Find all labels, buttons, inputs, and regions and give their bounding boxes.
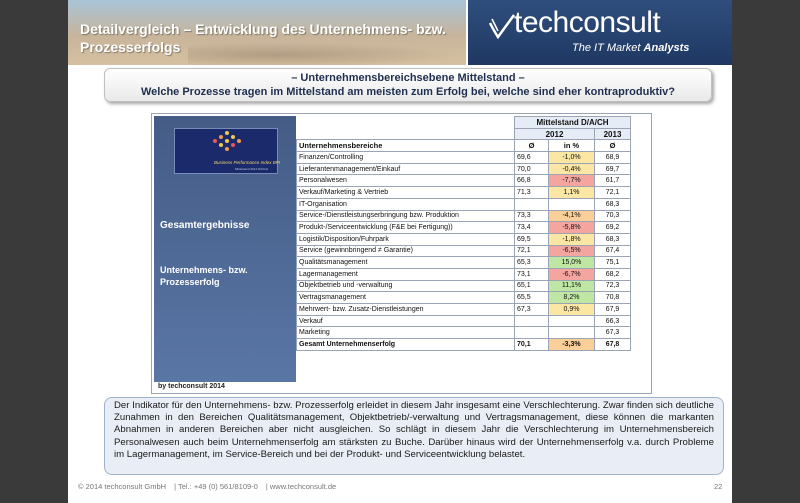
group-header: Mittelstand D/A/CH [515,117,631,129]
table-row [297,175,631,187]
table-row [297,233,631,245]
value-2012-cell [515,327,549,339]
table-row [297,268,631,280]
value-2012-cell: 69,6 [515,152,549,164]
value-2013-cell: 70,3 [595,210,631,222]
value-2012-cell: 73,3 [515,210,549,222]
table-total-row [297,339,631,351]
value-2013-cell: 69,2 [595,222,631,234]
footer-web[interactable]: www.techconsult.de [269,482,337,491]
value-2012-cell [515,198,549,210]
area-cell: Lieferantenmanagement/Einkauf [297,163,515,175]
erfolg-label: Unternehmens- bzw. Prozesserfolg [160,265,248,287]
table-row [297,222,631,234]
value-2013-cell: 61,7 [595,175,631,187]
table-row [297,304,631,316]
table-row [297,292,631,304]
table-row [297,152,631,164]
techconsult-mark-icon [488,13,516,39]
value-2012-cell: 73,1 [515,268,549,280]
value-2012-cell: 67,3 [515,304,549,316]
area-cell: Mehrwert- bzw. Zusatz-Dienstleistungen [297,304,515,316]
area-cell: IT-Organisation [297,198,515,210]
header-banner [68,0,466,65]
value-2013-cell: 75,1 [595,257,631,269]
footer: © 2014 techconsult GmbH | Tel.: +49 (0) 561/8109-0 | www.techconsult.de [78,482,337,491]
table-column-header-row [297,140,631,152]
area-cell: Service-/Dienstleistungserbringung bzw. Produktion [297,210,515,222]
credit-text: by techconsult 2014 [158,383,225,390]
table-row [297,198,631,210]
area-cell: Lagermanagement [297,268,515,280]
results-table [296,116,631,351]
slide [68,0,732,503]
value-2012-cell [515,315,549,327]
table-row [297,163,631,175]
value-2013-cell: 68,2 [595,268,631,280]
value-2012-cell: 71,3 [515,187,549,199]
change-pct-cell: -1,8% [549,233,595,245]
value-2012-cell: 73,4 [515,222,549,234]
question-box [104,68,712,102]
area-cell: Marketing [297,327,515,339]
change-pct-cell [549,198,595,210]
total-pct: -3,3% [549,339,595,351]
table-row [297,245,631,257]
table-row [297,210,631,222]
year-2013: 2013 [595,128,631,140]
change-pct-cell [549,315,595,327]
bpi-dots-icon [175,129,279,159]
footer-copyright: © 2014 techconsult GmbH [78,482,167,491]
bpi-logo-subtitle: Mittelstand 2014 D/A/CH [235,167,269,171]
footer-phone: Tel.: +49 (0) 561/8109-0 [177,482,258,491]
value-2013-cell: 69,7 [595,163,631,175]
value-2012-cell: 65,1 [515,280,549,292]
value-2013-cell: 66,3 [595,315,631,327]
question-line-2: Welche Prozesse tragen im Mittelstand am meisten zum Erfolg bei, welche sind eher kontraproduktiv? [140,86,676,98]
area-cell: Produkt-/Serviceentwicklung (F&E bei Fertigung)) [297,222,515,234]
change-pct-cell: -0,4% [549,163,595,175]
results-panel [151,113,652,394]
value-2012-cell: 70,0 [515,163,549,175]
bpi-logo [174,128,281,174]
change-pct-cell: -4,1% [549,210,595,222]
area-cell: Finanzen/Controlling [297,152,515,164]
change-pct-cell: 11,1% [549,280,595,292]
value-2013-cell: 68,3 [595,233,631,245]
bpi-logo-title: Business Performance Index BPI [213,160,281,165]
page-title: Detailvergleich – Entwicklung des Unternehmens- bzw. Prozesserfolgs [80,21,446,55]
area-cell: Personalwesen [297,175,515,187]
value-2013-cell: 67,4 [595,245,631,257]
area-cell: Qualitätsmanagement [297,257,515,269]
brand-panel [468,0,732,65]
total-label: Gesamt Unternehmenserfolg [297,339,515,351]
total-2012: 70,1 [515,339,549,351]
change-pct-cell: -5,8% [549,222,595,234]
value-2013-cell: 67,9 [595,304,631,316]
table-row [297,280,631,292]
change-pct-cell: -6,7% [549,268,595,280]
description-box: Der Indikator für den Unternehmens- bzw. Prozesserfolg erleidet in diesem Jahr insgesamt eine Verschlechterung. Zwar finden sich deutliche Zunahmen in den Bereichen Qualitätsmanagement, Objektbetrieb/-verwaltung und Vertragsmanagement, diese können die markanten Abnahmen in anderen Bereichen aber nicht ausgleichen. So schlägt in diesem Jahr die Verschlechterung im Unternehmensbereich Personalwesen auch beim Unternehmenserfolg am stärksten zu Buche. Darüber hinaus wird der Unternehmenserfolg v.a. durch Probleme im Lagermanagement, im Service-Bereich und bei der Produkt- und Serviceentwicklung belastet. [104,397,724,475]
area-cell: Verkauf/Marketing & Vertrieb [297,187,515,199]
area-cell: Logistik/Disposition/Fuhrpark [297,233,515,245]
table-row [297,257,631,269]
change-pct-cell: 15,0% [549,257,595,269]
value-2013-cell: 72,3 [595,280,631,292]
table-group-header-row [297,117,631,129]
area-cell: Vertragsmanagement [297,292,515,304]
value-2013-cell: 70,8 [595,292,631,304]
value-2012-cell: 69,5 [515,233,549,245]
value-2012-cell: 65,5 [515,292,549,304]
change-pct-cell: -1,0% [549,152,595,164]
change-pct-cell: 1,1% [549,187,595,199]
change-pct-cell: 8,2% [549,292,595,304]
value-2012-cell: 66,8 [515,175,549,187]
value-2013-cell: 68,3 [595,198,631,210]
col-header-pct: in % [549,140,595,152]
col-header-avg-2012: Ø [515,140,549,152]
change-pct-cell: -7,7% [549,175,595,187]
table-row [297,315,631,327]
value-2012-cell: 65,3 [515,257,549,269]
year-2012: 2012 [515,128,595,140]
total-2013: 67,8 [595,339,631,351]
area-cell: Objektbetrieb und -verwaltung [297,280,515,292]
col-header-avg-2013: Ø [595,140,631,152]
gesamt-label: Gesamtergebnisse [160,220,250,231]
value-2013-cell: 67,3 [595,327,631,339]
brand-tagline: The IT Market Analysts [572,42,690,54]
col-header-area: Unternehmensbereiche [297,140,515,152]
panel-sidebar [154,116,296,382]
table-row [297,327,631,339]
value-2012-cell: 72,1 [515,245,549,257]
area-cell: Verkauf [297,315,515,327]
change-pct-cell [549,327,595,339]
question-line-1: – Unternehmensbereichsebene Mittelstand – [291,72,525,84]
value-2013-cell: 68,9 [595,152,631,164]
area-cell: Service (gewinnbringend ≠ Garantie) [297,245,515,257]
value-2013-cell: 72,1 [595,187,631,199]
page-number: 22 [714,482,723,491]
brand-logo: techconsult [514,6,661,39]
table-row [297,187,631,199]
change-pct-cell: -6,5% [549,245,595,257]
change-pct-cell: 0,9% [549,304,595,316]
